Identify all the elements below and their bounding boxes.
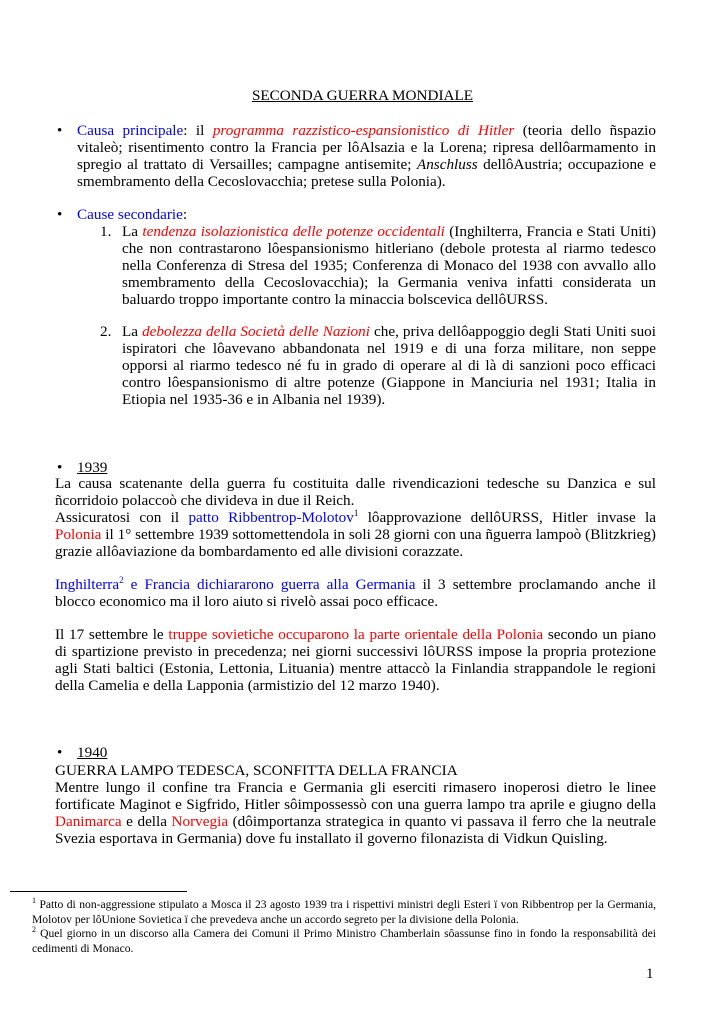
text: secondo un piano di spartizione previsto in precedenza; nei giorni successivi lôURSS impose la propria protezione agli Stati baltici (Estonia, Lettonia, Lituania) mentre attaccò la Finlandia strappandole le regioni della Camelia e della Lapponia (armistizio del 12 marzo 1940). (55, 626, 656, 694)
highlight-text: e Francia dichiararono guerra alla Germania (123, 576, 416, 593)
text: La (122, 223, 143, 240)
text: lôapprovazione dellôURSS, Hitler invase la (358, 509, 656, 526)
year-label: 1940 (77, 744, 108, 761)
cause-secondarie-item (57, 206, 656, 223)
text: : il (183, 122, 213, 139)
section-heading: GUERRA LAMPO TEDESCA, SCONFITTA DELLA FRANCIA (55, 762, 458, 779)
cause-secondarie-label: Cause secondarie (77, 206, 183, 223)
year-1939-heading (57, 459, 108, 476)
causa-principale-label: Causa principale (77, 122, 184, 139)
bullet-icon: • (57, 122, 63, 139)
paragraph: La causa scatenante della guerra fu costituita dalle rivendicazioni tedesche su Danzica e sul ñcorridoio polaccoò che divideva in due il Reich. (55, 475, 656, 509)
page-title: SECONDA GUERRA MONDIALE (251, 87, 474, 104)
footnote-number: 2 (32, 925, 36, 934)
highlight-text: Inghilterra (55, 576, 120, 593)
text: La (122, 323, 143, 340)
text: (dôimportanza strategica in quanto vi passava il ferro che la neutrale Svezia esportava in Germania) dove fu installato il governo filonazista di Vidkun Quisling. (55, 813, 656, 847)
text: dellôAustria; occupazione e smembramento della Cecoslovacchia; pretese sulla Polonia). (77, 156, 656, 190)
text: Mentre lungo il confine tra Francia e Germania gli eserciti rimasero inoperosi dietro le linee fortificate Maginot e Sigfrido, Hitler sôimpossessò con una guerra lampo tra aprile e giugno della (55, 779, 656, 813)
bullet-icon: • (57, 744, 63, 761)
highlight-text: patto Ribbentrop-Molotov (188, 509, 354, 526)
highlight-text: truppe sovietiche occuparono la parte orientale della Polonia (168, 626, 544, 643)
paragraph (55, 576, 656, 610)
highlight-text: programma razzistico-espansionistico di Hitler (212, 122, 515, 139)
footnote-number: 1 (32, 896, 36, 905)
list-number: 1. (100, 223, 112, 240)
text: che, priva dellôappoggio degli Stati Uniti suoi ispiratori che lôavevano abbandonata nel 1919 e di una forza militare, non seppe opporsi al riarmo tedesco né fu in grado di operare al di là di sanzioni poco efficaci contro lôespansionismo di altre potenze (Giappone in Manciuria nel 1931; Italia in Etiopia nel 1935-36 e in Albania nel 1939). (122, 323, 656, 408)
text: e della (121, 813, 172, 830)
text: Assicuratosi con il (55, 509, 189, 526)
text: (Inghilterra, Francia e Stati Uniti) che non contrastarono lôespansionismo hitleriano (debole protesta al riarmo tedesco nella Conferenza di Stresa del 1935; Conferenza di Monaco del 1938 con avvallo allo smembramento della Cecoslovacchia); la Germania veniva infatti considerata un baluardo troppo importante contro la minaccia bolscevica dellôURSS. (122, 223, 656, 308)
bullet-icon: • (57, 206, 63, 223)
list-number: 2. (100, 323, 112, 340)
paragraph (55, 509, 656, 560)
text: (teoria dello ñspazio vitaleò; risentimento contro la Francia per lôAlsazia e la Lorena; ripresa dellôarmamento in spregio al trattato di Versailles; campagne antisemite; (77, 122, 656, 173)
footnote-ref[interactable]: 1 (353, 508, 359, 518)
anschluss-term: Anschluss (416, 156, 478, 173)
paragraph (55, 779, 656, 847)
highlight-text: Norvegia (171, 813, 229, 830)
text: : (182, 206, 188, 223)
bullet-icon: • (57, 459, 63, 476)
highlight-text: Polonia (55, 526, 102, 543)
footnote-text: Quel giorno in un discorso alla Camera dei Comuni il Primo Ministro Chamberlain sôassunse fino in fondo la responsabilità dei cedimenti di Monaco. (32, 927, 656, 955)
highlight-text: debolezza della Società delle Nazioni (142, 323, 370, 340)
footnote (32, 927, 656, 956)
footnote-ref[interactable]: 2 (119, 575, 124, 585)
text: il 3 settembre proclamando anche il blocco economico ma il loro aiuto si rivelò assai poco efficace. (55, 576, 657, 610)
list-item (100, 323, 656, 408)
list-item (100, 223, 656, 308)
page-number: 1 (646, 966, 654, 982)
highlight-text: tendenza isolazionistica delle potenze occidentali (142, 223, 445, 240)
causa-principale-item (57, 122, 656, 190)
text: il 1° settembre 1939 sottomettendola in soli 28 giorni con una ñguerra lampoò (Blitzkrieg) grazie allôaviazione da bombardamento ed alle divisioni corazzate. (55, 526, 656, 560)
paragraph (55, 626, 656, 694)
text: Il 17 settembre le (55, 626, 169, 643)
footnote (32, 898, 656, 927)
year-label: 1939 (77, 459, 108, 476)
year-1940-heading (57, 744, 108, 761)
highlight-text: Danimarca (55, 813, 122, 830)
footnote-text: Patto di non-aggressione stipulato a Mosca il 23 agosto 1939 tra i rispettivi ministri degli Esteri ï von Ribbentrop per la Germania, Molotov per lôUnione Sovietica ï che prevedeva anche un accordo segreto per la divisione della Polonia. (32, 898, 656, 926)
footnote-divider (10, 891, 187, 892)
